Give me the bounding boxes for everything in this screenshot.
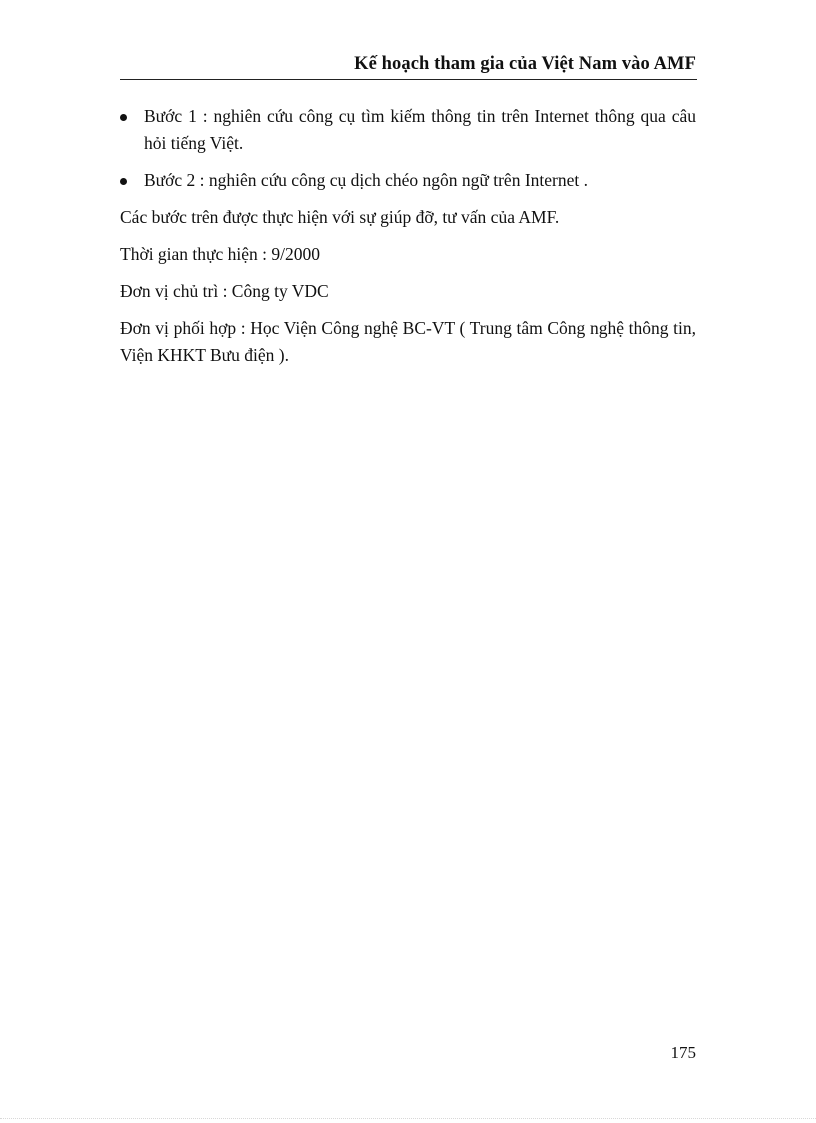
page-content <box>120 103 696 379</box>
page-number: 175 <box>670 1043 696 1062</box>
paragraph-partner-unit: Đơn vị phối hợp : Học Viện Công nghệ BC-VT ( Trung tâm Công nghệ thông tin, Viện KHKT Bưu điện ). <box>120 318 696 365</box>
running-header-title: Kế hoạch tham gia của Việt Nam vào AMF <box>354 54 696 74</box>
header-divider <box>120 79 697 80</box>
bullet-text: Bước 1 : nghiên cứu công cụ tìm kiếm thông tin trên Internet thông qua câu hỏi tiếng Việt. <box>144 106 696 153</box>
bullet-text: Bước 2 : nghiên cứu công cụ dịch chéo ngôn ngữ trên Internet . <box>144 170 588 190</box>
paragraph-lead-unit: Đơn vị chủ trì : Công ty VDC <box>120 281 329 301</box>
footer-divider <box>0 1118 816 1119</box>
paragraph-time: Thời gian thực hiện : 9/2000 <box>120 244 321 264</box>
paragraph-steps-note: Các bước trên được thực hiện với sự giúp đỡ, tư vấn của AMF. <box>120 207 560 227</box>
bullet-item <box>120 103 696 157</box>
bullet-icon <box>120 114 127 121</box>
bullet-icon <box>120 178 127 185</box>
bullet-item <box>120 167 696 194</box>
